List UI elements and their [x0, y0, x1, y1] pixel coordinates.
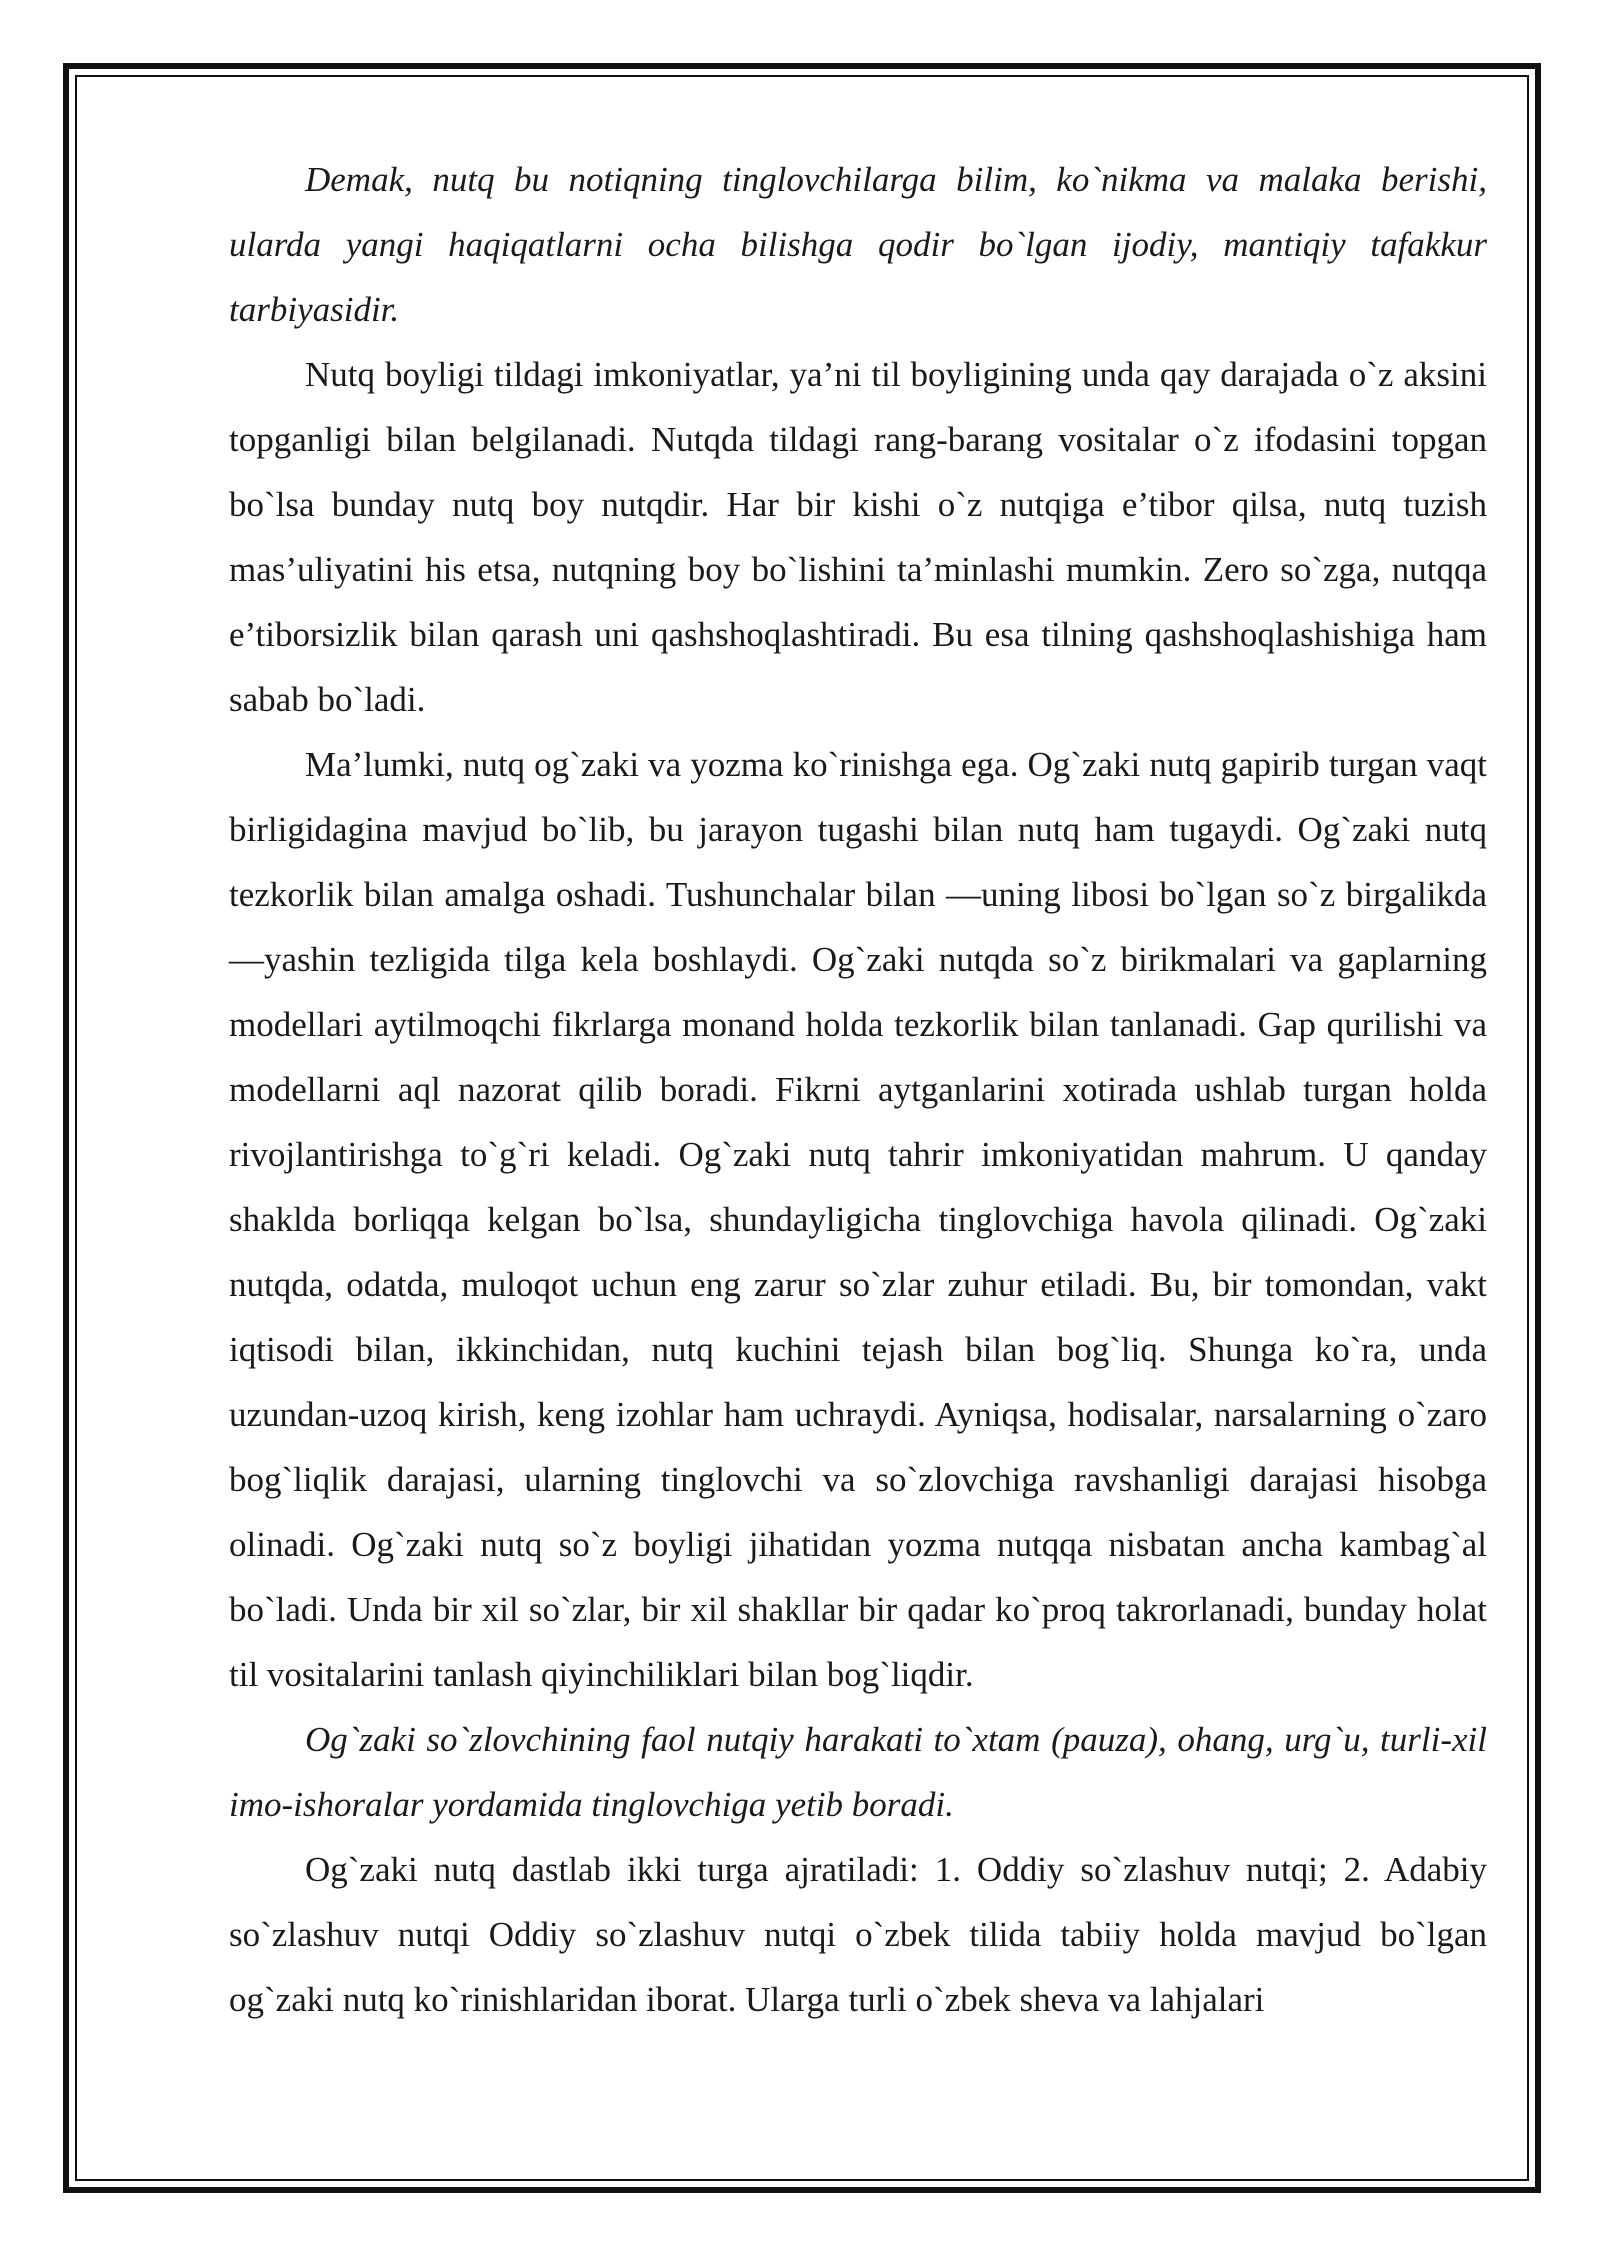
paragraph-1: Demak, nutq bu notiqning tinglovchilarga bilim, ko`nikma va malaka berishi, ularda yangi haqiqatlarni ocha bilishga qodir bo`lgan ijodiy, mantiqiy tafakkur tarbiyasidir. — [229, 160, 1487, 329]
paragraph-4: Og`zaki so`zlovchining faol nutqiy harakati to`xtam (pauza), ohang, urg`u, turli-xil imo-ishoralar yordamida tinglovchiga yetib boradi. — [229, 1720, 1487, 1824]
document-body — [229, 147, 1487, 2032]
paragraph-2: Nutq boyligi tildagi imkoniyatlar, ya’ni til boyligining unda qay darajada o`z aksini topganligi bilan belgilanadi. Nutqda tildagi rang-barang vositalar o`z ifodasini topgan bo`lsa bunday nutq boy nutqdir. Har bir kishi o`z nutqiga e’tibor qilsa, nutq tuzish mas’uliyatini his etsa, nutqning boy bo`lishini ta’minlashi mumkin. Zero so`zga, nutqqa e’tiborsizlik bilan qarash uni qashshoqlashtiradi. Bu esa tilning qashshoqlashishiga ham sabab bo`ladi. — [229, 355, 1487, 719]
paragraph-3: Ma’lumki, nutq og`zaki va yozma ko`rinishga ega. Og`zaki nutq gapirib turgan vaqt birligidagina mavjud bo`lib, bu jarayon tugashi bilan nutq ham tugaydi. Og`zaki nutq tezkorlik bilan amalga oshadi. Tushunchalar bilan ―uning libosi bo`lgan so`z birgalikda ―yashin tezligida tilga kela boshlaydi. Og`zaki nutqda so`z birikmalari va gaplarning modellari aytilmoqchi fikrlarga monand holda tezkorlik bilan tanlanadi. Gap qurilishi va modellarni aql nazorat qilib boradi. Fikrni aytganlarini xotirada ushlab turgan holda rivojlantirishga to`g`ri keladi. Og`zaki nutq tahrir imkoniyatidan mahrum. U qanday shaklda borliqqa kelgan bo`lsa, shundayligicha tinglovchiga havola qilinadi. Og`zaki nutqda, odatda, muloqot uchun eng zarur so`zlar zuhur etiladi. Bu, bir tomondan, vakt iqtisodi bilan, ikkinchidan, nutq kuchini tejash bilan bog`liq. Shunga ko`ra, unda uzundan-uzoq kirish, keng izohlar ham uchraydi. Ayniqsa, hodisalar, narsalarning o`zaro bog`liqlik darajasi, ularning tinglovchi va so`zlovchiga ravshanligi darajasi hisobga olinadi. Og`zaki nutq so`z boyligi jihatidan yozma nutqqa nisbatan ancha kambag`al bo`ladi. Unda bir xil so`zlar, bir xil shakllar bir qadar ko`proq takrorlanadi, bunday holat til vositalarini tanlash qiyinchiliklari bilan bog`liqdir. — [229, 745, 1487, 1694]
paragraph-5: Og`zaki nutq dastlab ikki turga ajratiladi: 1. Oddiy so`zlashuv nutqi; 2. Adabiy so`zlashuv nutqi Oddiy so`zlashuv nutqi o`zbek tilida tabiiy holda mavjud bo`lgan og`zaki nutq ko`rinishlaridan iborat. Ularga turli o`zbek sheva va lahjalari — [229, 1850, 1487, 2019]
